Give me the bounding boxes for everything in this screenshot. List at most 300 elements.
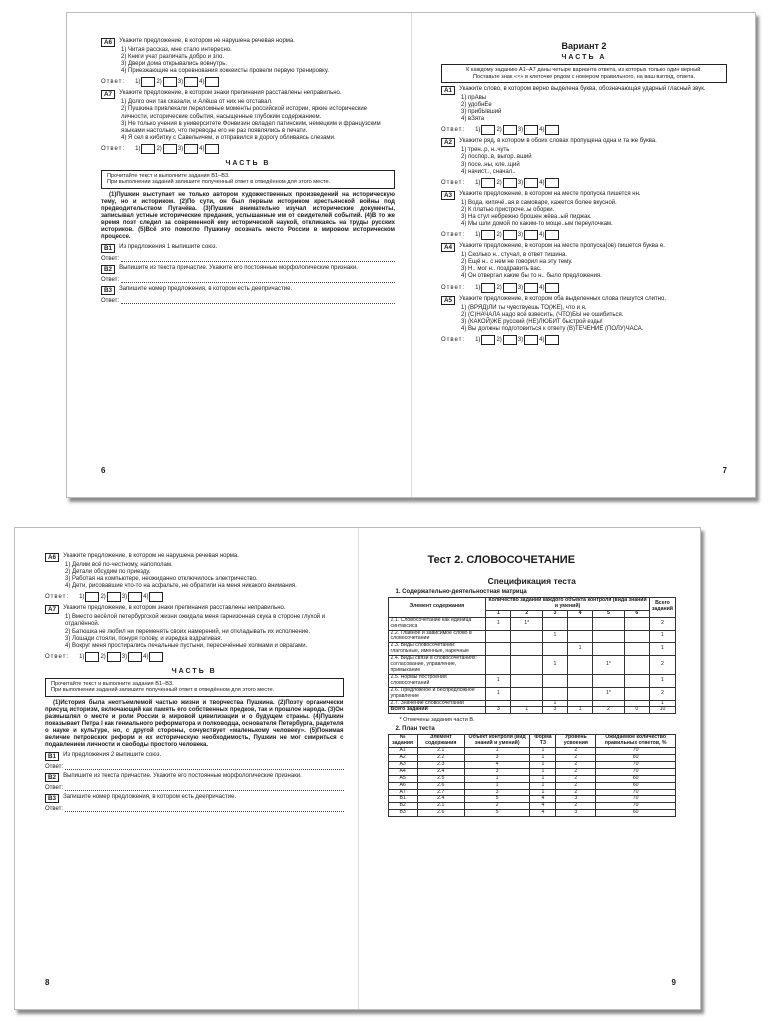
task-block [441,191,727,240]
matrix-cell: 1 [511,707,543,714]
task-question: Запишите номер предложения, в котором есть деепричастие. [119,285,293,292]
plan-cell: A4 [388,768,417,775]
variant-title: Вариант 2 [561,41,607,51]
answer-checkbox[interactable] [184,144,198,154]
answer-option [199,77,219,87]
answer-label: Ответ: [101,255,120,262]
answer-option-number: 1) [135,79,141,86]
task-option: 4) Вы должны подготовиться к ответу (В)ТЕЧЕНИЕ (ПОЛУ)ЧАСА. [461,325,644,332]
answer-checkbox[interactable] [481,230,495,240]
task-option: 1) трен..р, н..чуть [461,147,510,154]
page-7 [411,13,755,497]
answer-label: Ответ: [441,127,466,134]
reading-passage: (1)Пушкин выступает не только автором художественных произведений на историческую тему, но и историком. (2)По сути, он был первым историком крестьянской войны под предводительством Пугачёва. (3)Пушкин внимательно изучал исторические документы, записывал устные исторические предания, услышанные им от свидетелей событий. (4)В то же время поэт следил за современной ему исторической наукой, откликаясь на труды русских историков. (5)Всё это помогло Пушкину осознать место России в мировом историческом процессе. [101,191,395,240]
plan-cell: 3 [464,768,530,775]
answer-checkbox[interactable] [545,335,559,345]
answer-option [135,144,155,154]
plan-cell: 1 [464,748,530,755]
answer-checkbox[interactable] [205,77,219,87]
answer-option-number: 4) [143,653,149,660]
task-option: 3) (КАКОЙ)ЖЕ русский (НЕ)ЛЮБИТ быстрой езды! [461,318,603,325]
answer-checkbox[interactable] [545,230,559,240]
task-block [45,752,344,770]
task-option: 2) Батюшка не любил ни переменять своих намерений, ни откладывать их исполнение. [65,628,311,635]
answer-input[interactable] [121,256,395,262]
matrix-total: 1 [649,674,675,687]
plan-cell: 2.6 [417,810,464,817]
plan-cell: 2.3 [417,761,464,768]
answer-checkbox[interactable] [481,335,495,345]
answer-label: Ответ: [441,336,466,343]
matrix-row [388,617,676,630]
task-option: 4) Вокруг меня простирались печальные пустыни, пересечённые холмами и оврагами. [65,642,308,649]
answer-option-number: 1) [475,284,481,291]
matrix-total: 10 [649,707,675,714]
task-code: A4 [441,243,455,252]
task-question: Из предложения 2 выпишите союз. [63,751,162,758]
answer-option-number: 2) [100,594,106,601]
task-option: 3) Лошади стояли, понуря голову, и изредка вздрагивая. [65,635,223,642]
matrix-cell [542,687,567,700]
task-code: A7 [45,605,59,614]
answer-option [539,178,559,188]
plan-cell: 70 [596,768,676,775]
task-code: A5 [441,296,455,305]
task-header [45,794,344,803]
answer-label: Ответ: [45,805,64,812]
answer-checkbox[interactable] [503,178,517,188]
plan-head-cell: Объект контроля (вид знаний и умений) [464,735,530,748]
answer-checkbox[interactable] [545,178,559,188]
plan-cell: 1 [530,755,556,762]
task-option: 1) (ВРЯД)ЛИ ты чувствуешь ТО(ЖЕ), что и я. [461,304,587,311]
task-question: Укажите предложение, в котором на месте пропуска пишется нн. [459,190,641,197]
task-code: A2 [441,138,455,147]
plan-cell: 1 [464,782,530,789]
answer-option [143,652,163,662]
plan-cell: 5 [464,796,530,803]
answer-option [122,592,142,602]
matrix-total: 1 [649,630,675,643]
tasks-a1-a5 [441,86,727,345]
answer-checkbox[interactable] [503,335,517,345]
matrix-cell: 1 [542,656,567,675]
plan-cell: 2 [556,748,596,755]
answer-option [100,592,120,602]
plan-cell: 70 [596,789,676,796]
matrix-col-number: 2 [511,610,543,617]
answer-checkbox[interactable] [163,144,177,154]
matrix-cell [624,674,649,687]
task-option: 2) Ещё н.. с нем не говорил на эту тему. [461,259,573,266]
task-question: Укажите предложение, в котором не нарушена речевая норма. [63,553,239,559]
answer-row [441,283,727,293]
plan-cell: 4 [530,803,556,810]
plan-cell: A7 [388,789,417,796]
answer-label: Ответ: [101,276,120,283]
matrix-row-name: 2.1. Словосочетание как единица синтаксиса [388,617,486,630]
matrix-cell [593,643,625,656]
answer-option [135,77,155,87]
task-block [45,553,344,602]
task-options [45,614,344,649]
answer-option [475,283,495,293]
plan-cell: 3 [464,789,530,796]
answer-option-number: 2) [156,145,162,152]
tasks-b [45,752,344,812]
answer-option-number: 4) [539,284,545,291]
task-block [45,605,344,661]
task-header [45,773,344,782]
answer-line [101,256,395,262]
task-option: 1) Сколько н.. стучал, в ответ тишина. [461,252,568,259]
page-number: 8 [45,978,50,987]
answer-option [539,230,559,240]
book-spread-pages-6-7 [66,12,756,498]
answer-option-number: 4) [143,594,149,601]
matrix-col-number: 6 [624,610,649,617]
answer-checkbox[interactable] [545,283,559,293]
plan-cell: 1 [530,782,556,789]
task-header [441,296,727,305]
answer-checkbox[interactable] [141,77,155,87]
plan-cell: 2.5 [417,775,464,782]
matrix-col-number: 4 [568,610,593,617]
matrix-total: 2 [649,687,675,700]
matrix-head-total: Всего заданий [649,598,675,618]
answer-option [518,125,538,135]
task-option: 3) На стул небрежно брошен жёва..ый пиджак. [461,213,592,220]
answer-checkbox[interactable] [524,283,538,293]
matrix-col-number: 5 [593,610,625,617]
plan-cell: 1 [530,775,556,782]
answer-option-number: 3) [517,284,524,291]
task-block [441,86,727,135]
answer-checkbox[interactable] [149,592,163,602]
matrix-cell [511,643,543,656]
task-option: 1) Делим всё по-честному, напополам. [65,562,173,568]
answer-checkbox[interactable] [503,283,517,293]
answer-checkbox[interactable] [141,144,155,154]
answer-label: Ответ: [101,297,120,304]
answer-input[interactable] [121,277,395,283]
answer-option [518,230,538,240]
task-question: Укажите предложение, в котором оба выделенных слова пишутся слитно. [459,295,666,302]
answer-row [45,592,344,602]
answer-option [156,144,176,154]
plan-cell: 70 [596,748,676,755]
answer-label: Ответ: [45,763,64,770]
answer-label: Ответ: [441,179,466,186]
answer-option-number: 2) [156,79,162,86]
answer-option [475,125,495,135]
plan-cell: 2.4 [417,768,464,775]
answer-option-number: 4) [539,179,545,186]
content-matrix-table [388,597,677,714]
specification-title: Спецификация теста [487,576,576,586]
matrix-row-name: 2.3. Виды словосочетаний: глагольные, именные, наречные [388,643,486,656]
matrix-cell [542,617,567,630]
answer-checkbox[interactable] [128,652,142,662]
answer-checkbox[interactable] [503,230,517,240]
answer-input[interactable] [65,785,343,791]
plan-row [388,810,676,817]
matrix-cell: 1 [486,617,511,630]
answer-label: Ответ: [101,145,126,152]
matrix-cell [568,656,593,675]
task-option: 4) Мы шли домой по каким-то моще..ым переулочкам. [461,221,613,228]
answer-option-number: 1) [135,145,141,152]
task-code: A7 [101,90,115,99]
task-options [441,252,727,280]
answer-checkbox[interactable] [524,230,538,240]
answer-option [79,652,99,662]
answer-option [178,144,198,154]
answer-checkbox[interactable] [545,125,559,135]
task-question: Укажите слово, в котором верно выделена буква, обозначающая ударный гласный звук. [459,86,706,92]
answer-option [199,144,219,154]
task-block [101,244,395,262]
plan-cell: A5 [388,775,417,782]
task-code: A6 [45,553,59,562]
answer-option [475,335,495,345]
matrix-cell: 1 [542,630,567,643]
matrix-cell [486,630,511,643]
task-question: Укажите ряд, в котором в обоих словах пропущена одна и та же буква. [459,138,657,145]
task-block [101,38,395,87]
plan-cell: A1 [388,748,417,755]
answer-checkbox[interactable] [205,144,219,154]
plan-cell: 3 [464,755,530,762]
matrix-row [388,674,676,687]
page-number: 6 [101,466,106,475]
task-option: 4) Он отвергал какие бы то н.. было предложения. [461,273,602,280]
task-options [101,47,395,75]
task-options [441,147,727,175]
answer-option [496,178,516,188]
task-code: A3 [441,191,455,200]
plan-cell: A6 [388,782,417,789]
answer-input[interactable] [65,764,343,770]
plan-cell: 2 [464,803,530,810]
page-6 [67,13,411,497]
answer-label: Ответ: [45,653,70,660]
footnote: * Отмечены задания части В. [399,717,475,724]
answer-row [45,652,344,662]
matrix-cell: 0 [624,707,649,714]
answer-option-number: 3) [517,336,524,343]
task-header [101,265,395,274]
matrix-cell: 1* [593,656,625,675]
answer-option-number: 2) [496,179,502,186]
plan-cell: 3 [556,796,596,803]
task-option: 1) прАвы [461,95,487,101]
answer-label: Ответ: [441,284,466,291]
task-header [441,191,727,200]
plan-cell: 1 [530,761,556,768]
matrix-cell [542,674,567,687]
matrix-col-number: 1 [486,610,511,617]
answer-input[interactable] [65,806,343,812]
answer-option-number: 4) [539,336,545,343]
answer-option-number: 3) [121,594,128,601]
answer-checkbox[interactable] [85,592,99,602]
matrix-cell [624,656,649,675]
answer-input[interactable] [121,298,395,304]
answer-label: Ответ: [45,594,70,601]
task-option: 4) начист.., сначал.. [461,168,516,175]
book-spread-pages-8-9 [14,527,701,1010]
answer-option-number: 4) [539,127,545,134]
answer-checkbox[interactable] [85,652,99,662]
answer-label: Ответ: [441,232,466,239]
answer-checkbox[interactable] [128,592,142,602]
answer-row [441,335,727,345]
plan-cell: B1 [388,796,417,803]
answer-option-number: 1) [79,653,85,660]
matrix-cell [542,643,567,656]
answer-row [441,178,727,188]
matrix-cell [568,674,593,687]
answer-option-number: 1) [475,232,481,239]
task-options [441,95,727,123]
task-question: Из предложения 1 выпишите союз. [119,243,218,250]
task-block [441,138,727,187]
task-option: 3) Работая на компьютере, неожиданно отключилось электричество. [65,576,258,583]
matrix-row-name: 2.2. Главное и зависимое слово в словосочетании [388,630,486,643]
answer-line [45,806,344,812]
answer-checkbox[interactable] [149,652,163,662]
plan-head-cell: Форма ТЗ [530,735,556,748]
matrix-cell: 1 [486,674,511,687]
matrix-cell [624,617,649,630]
task-block [441,243,727,292]
matrix-cell [511,656,543,675]
matrix-cell: 1 [542,700,567,707]
task-block [45,794,344,812]
answer-option [156,77,176,87]
matrix-title: 1. Содержательно-деятельностная матрица [395,589,527,595]
matrix-cell: 1 [568,707,593,714]
answer-option [518,178,538,188]
test-plan-table [388,734,677,817]
answer-option-number: 3) [177,145,184,152]
plan-cell: 4 [530,810,556,817]
answer-checkbox[interactable] [481,125,495,135]
task-code: B1 [45,752,59,761]
matrix-row [388,707,676,714]
answer-checkbox[interactable] [184,77,198,87]
page-9 [358,528,701,1009]
matrix-row [388,643,676,656]
matrix-cell [624,643,649,656]
answer-option [496,125,516,135]
plan-cell: 4 [530,796,556,803]
task-block [101,286,395,304]
answer-option [178,77,198,87]
matrix-cell [486,643,511,656]
matrix-cell [593,674,625,687]
answer-row [101,77,395,87]
matrix-cell [511,687,543,700]
part-b-heading: ЧАСТЬ В [171,667,217,675]
task-header [101,286,395,295]
answer-row [441,125,727,135]
task-option: 3) Н.. мог н.. поздравить вас. [461,266,542,273]
plan-cell: 3 [556,810,596,817]
matrix-head-element: Элемент содержания [388,598,486,618]
answer-checkbox[interactable] [524,335,538,345]
task-option: 2) (С)НАЧАЛА надо всё взвесить, (ЧТО)БЫ не ошибиться. [461,311,624,318]
matrix-cell [624,630,649,643]
task-option: 1) Читая рассказ, мне стало интересно. [121,47,232,53]
answer-option [143,592,163,602]
page-8 [15,528,358,1009]
task-code: A1 [441,86,455,95]
task-option: 2) Детали обсудим по приезду. [65,569,151,576]
matrix-row-name: 2.4. Виды связи в словосочетаниях: согласование, управление, примыкание [388,656,486,675]
plan-cell: 2 [556,775,596,782]
plan-cell: 2 [556,789,596,796]
plan-cell: 2.7 [417,789,464,796]
answer-option [518,283,538,293]
answer-option-number: 1) [475,127,481,134]
task-code: B1 [101,244,115,253]
plan-cell: 70 [596,761,676,768]
plan-cell: 1 [530,789,556,796]
plan-cell: 4 [464,761,530,768]
answer-line [101,277,395,283]
part-a-heading: ЧАСТЬ А [561,54,607,61]
answer-label: Ответ: [45,784,64,791]
plan-cell: A2 [388,755,417,762]
task-block [101,265,395,283]
task-code: B3 [101,286,115,295]
answer-checkbox[interactable] [481,283,495,293]
task-option: 3) посе..ны, кле..щий [461,161,520,168]
plan-cell: 2.1 [417,748,464,755]
task-option: 2) удобнЕе [461,102,492,109]
task-header [441,138,727,147]
answer-checkbox[interactable] [503,125,517,135]
page-number: 7 [722,466,727,475]
answer-checkbox[interactable] [163,77,177,87]
matrix-cell: 1 [568,643,593,656]
answer-option [79,592,99,602]
matrix-total: 2 [649,656,675,675]
matrix-total: 2 [649,617,675,630]
answer-option-number: 2) [496,336,502,343]
matrix-cell: 3 [486,707,511,714]
task-code: B2 [101,265,115,274]
task-header [441,86,727,95]
answer-checkbox[interactable] [107,592,121,602]
answer-checkbox[interactable] [107,652,121,662]
matrix-row [388,656,676,675]
matrix-row [388,700,676,707]
answer-checkbox[interactable] [524,125,538,135]
answer-option-number: 1) [475,179,481,186]
plan-cell: 60 [596,810,676,817]
answer-checkbox[interactable] [524,178,538,188]
answer-checkbox[interactable] [481,178,495,188]
matrix-cell [568,617,593,630]
plan-cell: 60 [596,755,676,762]
task-option: 2) Книги учат различать добро и зло. [121,54,225,61]
task-question: Укажите предложение, в котором знаки препинания расставлены неправильно. [63,605,286,612]
answer-option [475,230,495,240]
task-header [101,244,395,253]
